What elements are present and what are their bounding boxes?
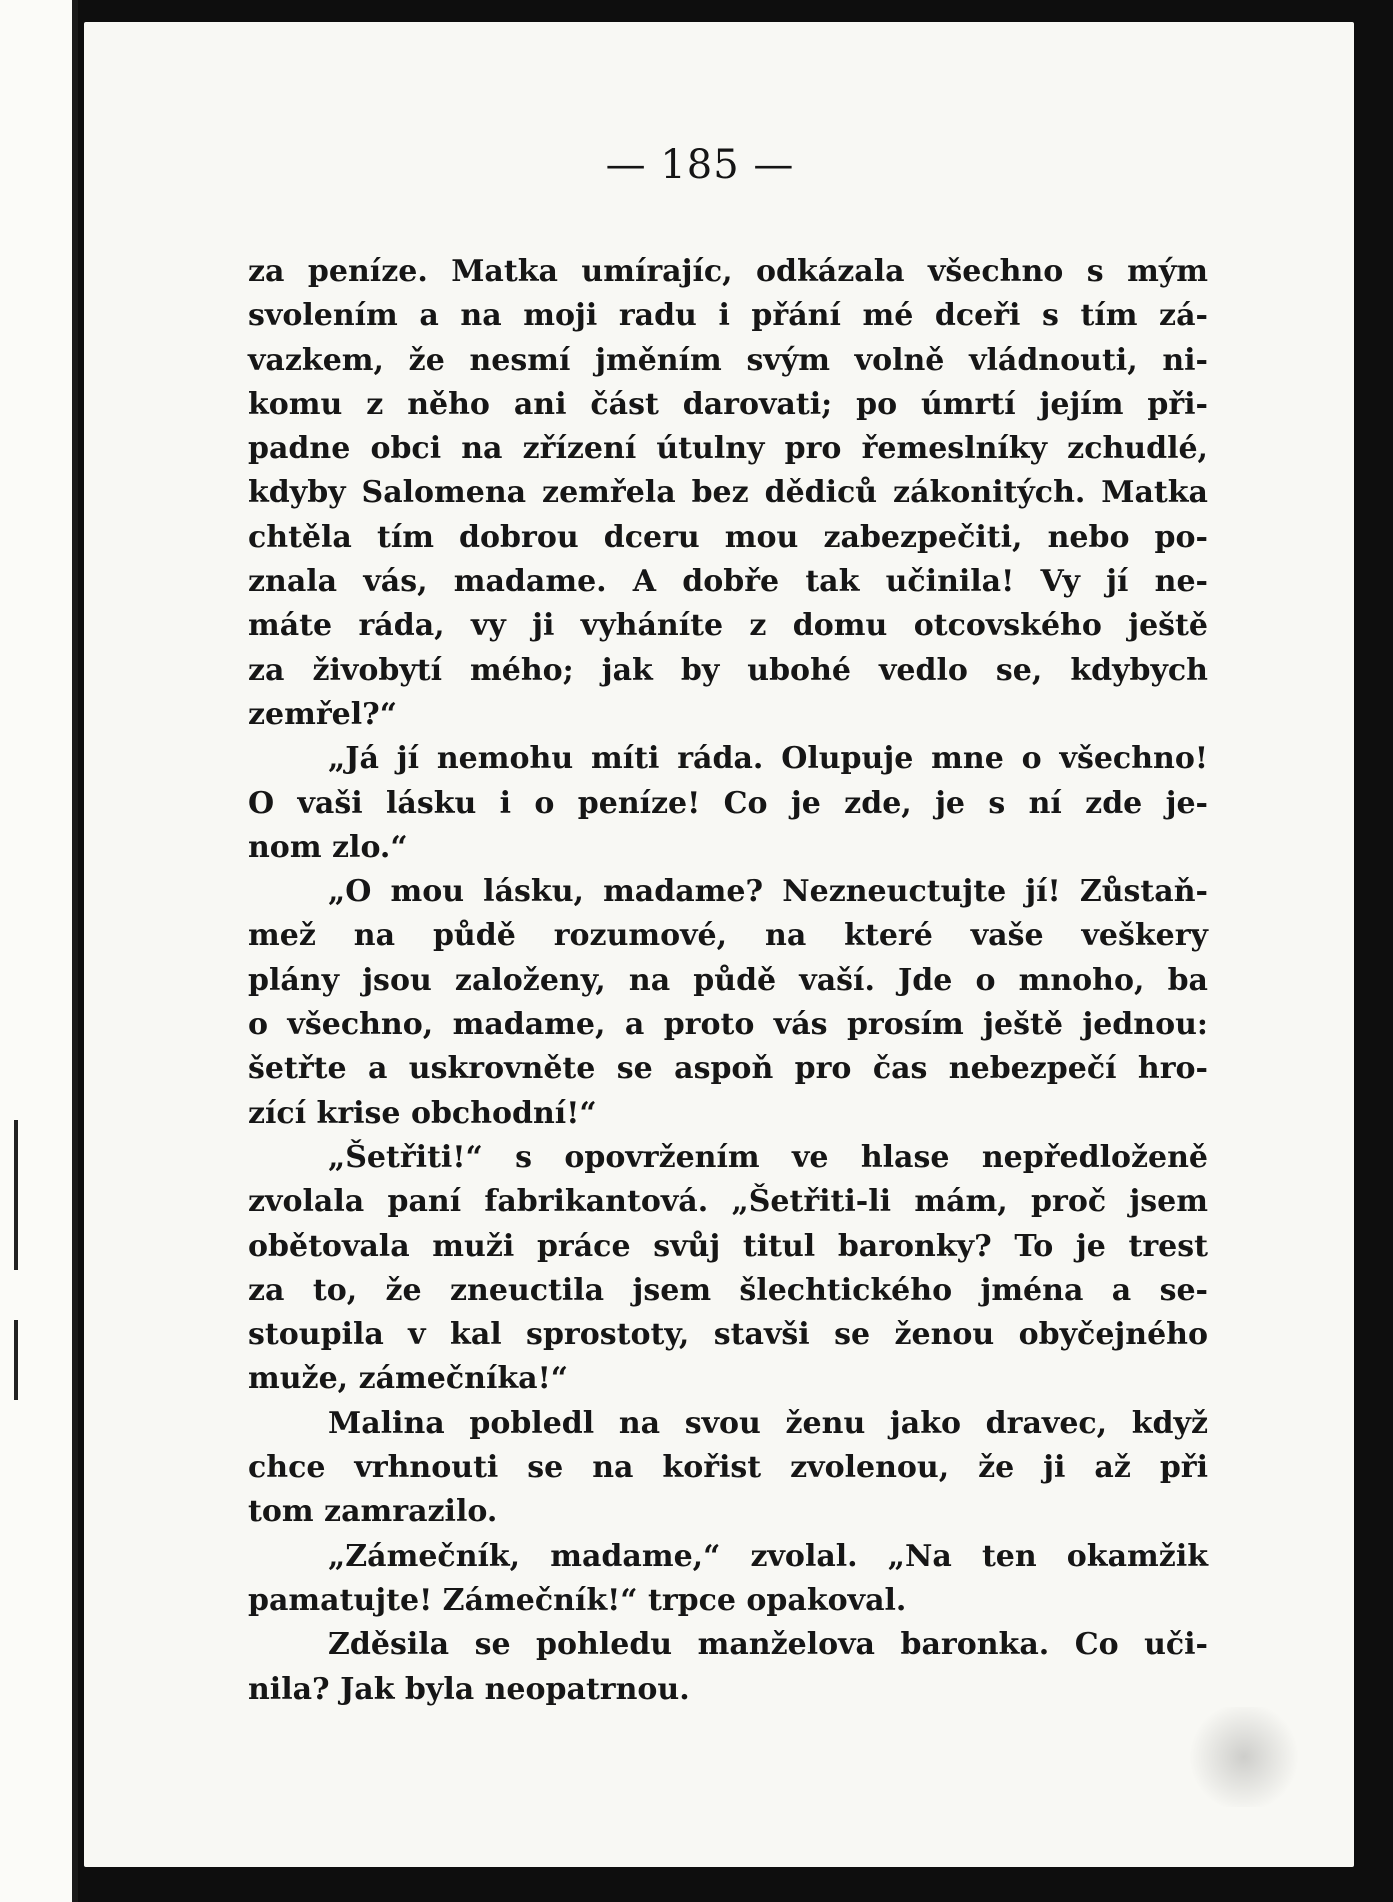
text-line: kdyby Salomena zemřela bez dědiců zákonitých. Matka: [248, 475, 1208, 511]
text-line: muže, zámečníka!“: [248, 1361, 568, 1397]
text-line: padne obci na zřízení útulny pro řemeslníky zchudlé,: [248, 431, 1208, 467]
text-line: zící krise obchodní!“: [248, 1095, 597, 1131]
text-line: obětovala muži práce svůj titul baronky? To je trest: [248, 1228, 1208, 1264]
text-line: zvolala paní fabrikantová. „Šetřiti-li mám, proč jsem: [248, 1184, 1208, 1220]
text-line: Malina pobledl na svou ženu jako dravec, když: [328, 1405, 1208, 1441]
text-line: chtěla tím dobrou dceru mou zabezpečiti, nebo po-: [248, 519, 1208, 555]
page-body-text: [248, 250, 1208, 1712]
text-line: za to, že zneuctila jsem šlechtického jména a se-: [248, 1272, 1208, 1308]
text-line: nila? Jak byla neopatrnou.: [248, 1671, 690, 1707]
margin-mark: [14, 1120, 18, 1270]
page-number: — 185 —: [605, 142, 795, 188]
text-line: za živobytí mého; jak by ubohé vedlo se, kdybych: [248, 652, 1208, 688]
text-line: za peníze. Matka umírajíc, odkázala všechno s mým: [248, 254, 1208, 289]
text-line: máte ráda, vy ji vyháníte z domu otcovského ještě: [248, 608, 1208, 644]
text-line: stoupila v kal sprostoty, stavši se ženou obyčejného: [248, 1317, 1208, 1353]
text-line: chce vrhnouti se na kořist zvolenou, že ji až při: [248, 1450, 1208, 1486]
facing-page-edge: [0, 0, 78, 1902]
text-line: svolením a na moji radu i přání mé dceři s tím zá-: [248, 298, 1208, 334]
text-line: „Zámečník, madame,“ zvolal. „Na ten okamžik: [328, 1538, 1208, 1574]
margin-mark: [14, 1320, 18, 1400]
text-line: mež na půdě rozumové, na které vaše veškery: [248, 918, 1208, 954]
text-line: komu z něho ani část darovati; po úmrtí jejím při-: [248, 386, 1208, 422]
text-line: o všechno, madame, a proto vás prosím ještě jednou:: [248, 1007, 1208, 1043]
text-line: tom zamrazilo.: [248, 1494, 498, 1530]
text-line: Zděsila se pohledu manželova baronka. Co uči-: [328, 1627, 1208, 1663]
text-line: pamatujte! Zámečník!“ trpce opakoval.: [248, 1582, 907, 1618]
text-line: zemřel?“: [248, 696, 397, 732]
text-line: „Já jí nemohu míti ráda. Olupuje mne o všechno!: [328, 741, 1208, 777]
book-spine-shadow: [72, 0, 78, 1902]
text-line: znala vás, madame. A dobře tak učinila! Vy jí ne-: [248, 564, 1208, 600]
text-line: O vaši lásku i o peníze! Co je zde, je s ní zde je-: [248, 785, 1208, 821]
text-line: „Šetřiti!“ s opovržením ve hlase nepředloženě: [328, 1139, 1208, 1175]
text-line: plány jsou založeny, na půdě vaší. Jde o mnoho, ba: [248, 962, 1208, 998]
text-line: vazkem, že nesmí jměním svým volně vládnouti, ni-: [248, 342, 1208, 378]
text-line: „O mou lásku, madame? Nezneuctujte jí! Zůstaň-: [328, 874, 1208, 910]
text-line: nom zlo.“: [248, 829, 408, 865]
scan-noise: [1184, 1707, 1304, 1807]
text-line: šetřte a uskrovněte se aspoň pro čas nebezpečí hro-: [248, 1051, 1208, 1087]
